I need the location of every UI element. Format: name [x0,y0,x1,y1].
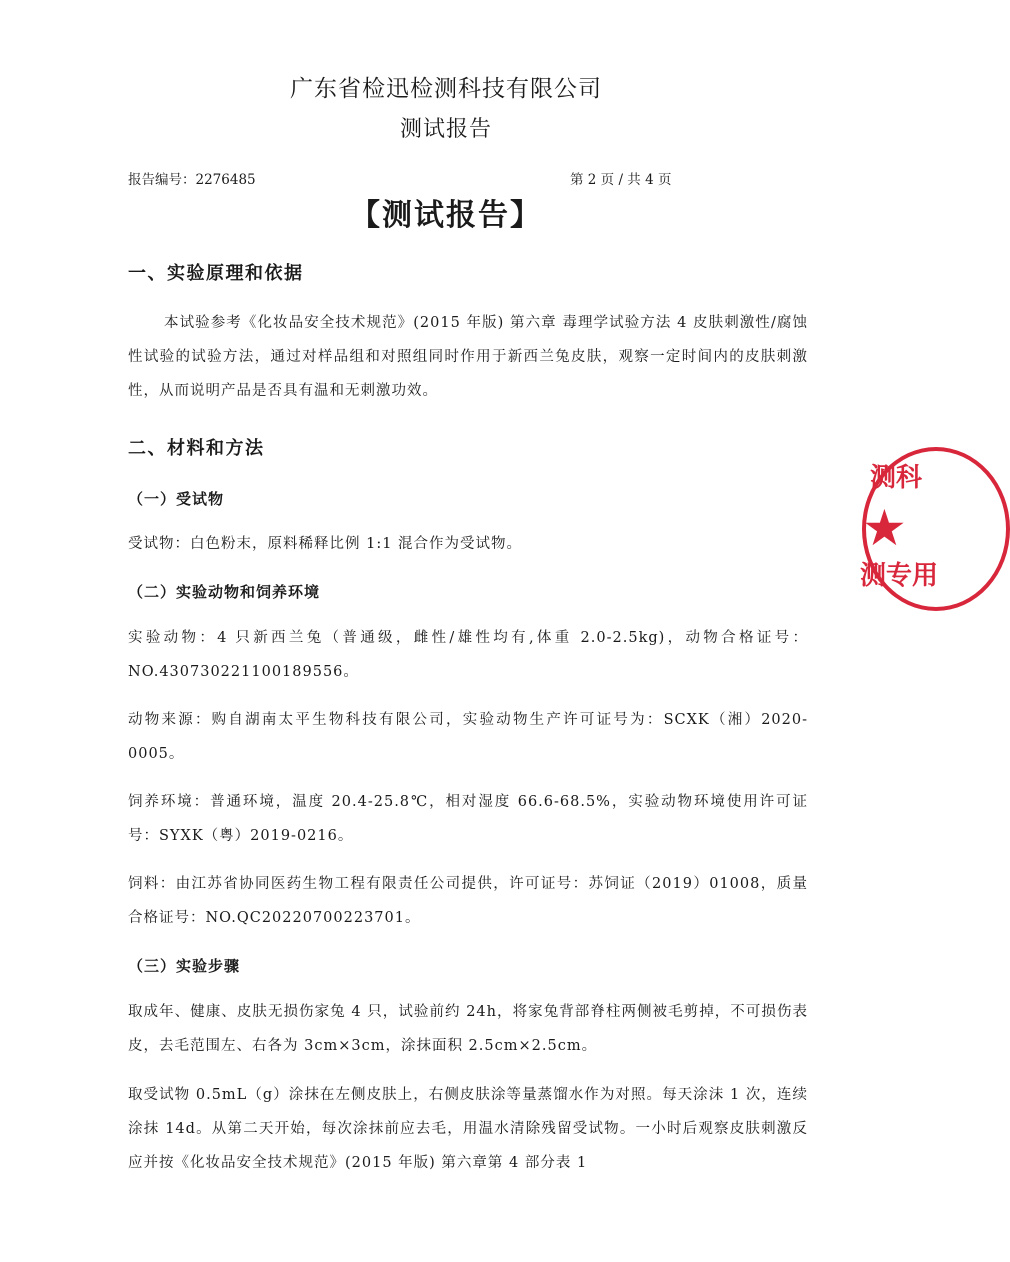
animal-source-paragraph: 动物来源：购自湖南太平生物科技有限公司，实验动物生产许可证号为：SCXK（湘）2020-0005。 [128,712,808,762]
subsection-heading-animals: （二）实验动物和饲养环境 [128,583,321,601]
subsection-heading-procedure: （三）实验步骤 [128,957,241,975]
report-title: 【测试报告】 [350,198,542,233]
feed-paragraph: 饲料：由江苏省协同医药生物工程有限责任公司提供，许可证号：苏饲证（2019）01008，质量合格证号：NO.QC20220700223701。 [128,876,808,926]
company-name: 广东省检迅检测科技有限公司 [290,76,602,102]
procedure-step-2: 取受试物 0.5mL（g）涂抹在左侧皮肤上，右侧皮肤涂等量蒸馏水作为对照。每天涂沫 1 次，连续涂抹 14d。从第二天开始，每次涂抹前应去毛，用温水清除残留受试物。一小时后观察皮肤刺激反应并按《化妆品安全技术规范》(2015 年版) 第六章第 4 部分表 1 [128,1087,808,1171]
subsection-heading-test-substance: （一）受试物 [128,490,225,508]
seal-text-top: 测科 [870,463,923,493]
environment-paragraph: 饲养环境：普通环境，温度 20.4-25.8℃，相对湿度 66.6-68.5%，实验动物环境使用许可证号：SYXK（粤）2019-0216。 [128,794,808,844]
test-substance-paragraph: 受试物：白色粉末，原料稀释比例 1:1 混合作为受试物。 [128,536,523,552]
document-type: 测试报告 [399,117,492,142]
section-heading-principle: 一、实验原理和依据 [128,263,304,284]
animals-paragraph: 实验动物：4 只新西兰兔（普通级，雌性/雄性均有,体重 2.0-2.5kg)，动物合格证号：NO.430730221100189556。 [128,630,808,680]
report-number: 报告编号：2276485 [128,172,256,188]
seal-text-bottom: 测专用 [860,561,939,591]
procedure-step-1: 取成年、健康、皮肤无损伤家兔 4 只，试验前约 24h，将家兔背部脊柱两侧被毛剪掉，不可损伤表皮，去毛范围左、右各为 3cm×3cm，涂抹面积 2.5cm×2.5cm。 [128,1004,808,1054]
page-indicator: 第 2 页 / 共 4 页 [570,172,672,188]
section-heading-materials: 二、材料和方法 [128,438,265,459]
seal-star-icon: ★ [862,499,907,557]
official-seal [862,447,1010,611]
principle-paragraph: 本试验参考《化妆品安全技术规范》(2015 年版) 第六章 毒理学试验方法 4 皮肤刺激性/腐蚀性试验的试验方法，通过对样品组和对照组同时作用于新西兰兔皮肤，观察一定时间内的皮肤刺激性，从而说明产品是否具有温和无刺激功效。 [128,315,808,399]
